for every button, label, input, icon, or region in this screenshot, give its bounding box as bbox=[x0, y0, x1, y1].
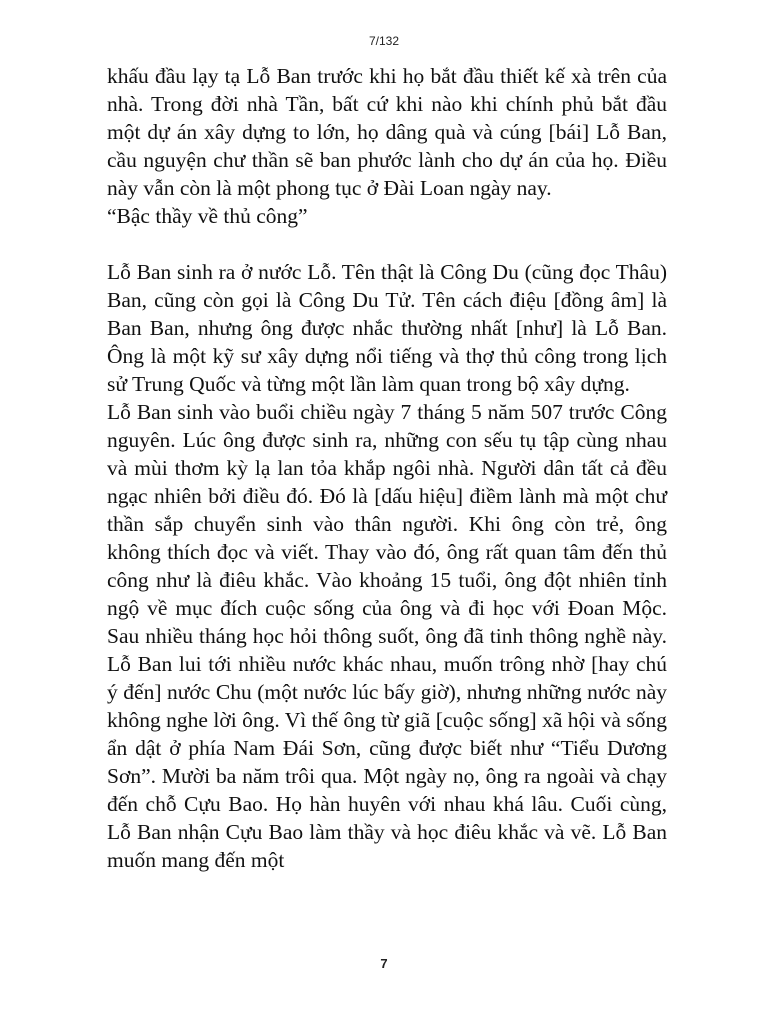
paragraph-3: Lỗ Ban sinh vào buổi chiều ngày 7 tháng 5 năm 507 trước Công nguyên. Lúc ông được sinh ra, những con sếu tụ tập cùng nhau và mùi thơm kỳ lạ lan tỏa khắp ngôi nhà. Người dân tất cả đều ngạc nhiên bởi điều đó. Đó là [dấu hiệu] điềm lành mà một chư thần sắp chuyển sinh vào thân người. Khi ông còn trẻ, ông không thích đọc và viết. Thay vào đó, ông rất quan tâm đến thủ công như là điêu khắc. Vào khoảng 15 tuổi, ông đột nhiên tỉnh ngộ về mục đích cuộc sống của ông và đi học với Đoan Mộc. Sau nhiều tháng học hỏi thông suốt, ông đã tinh thông nghề này. Lỗ Ban lui tới nhiều nước khác nhau, muốn trông nhờ [hay chú ý đến] nước Chu (một nước lúc bấy giờ), nhưng những nước này không nghe lời ông. Vì thế ông từ giã [cuộc sống] xã hội và sống ẩn dật ở phía Nam Đái Sơn, cũng được biết như “Tiểu Dương Sơn”. Mười ba năm trôi qua. Một ngày nọ, ông ra ngoài và chạy đến chỗ Cựu Bao. Họ hàn huyên với nhau khá lâu. Cuối cùng, Lỗ Ban nhận Cựu Bao làm thầy và học điêu khắc và vẽ. Lỗ Ban muốn mang đến một bbox=[107, 400, 667, 872]
document-body bbox=[107, 62, 667, 874]
section-heading: “Bậc thầy về thủ công” bbox=[107, 204, 308, 228]
page-indicator: 7/132 bbox=[368, 34, 400, 48]
paragraph-1: khấu đầu lạy tạ Lỗ Ban trước khi họ bắt đầu thiết kế xà trên của nhà. Trong đời nhà Tần, bất cứ khi nào khi chính phủ bắt đầu một dự án xây dựng to lớn, họ dâng quà và cúng [bái] Lỗ Ban, cầu nguyện chư thần sẽ ban phước lành cho dự án của họ. Điều này vẫn còn là một phong tục ở Đài Loan ngày nay. bbox=[107, 64, 667, 200]
page-number: 7 bbox=[380, 956, 388, 971]
blank-line bbox=[107, 230, 667, 258]
paragraph-2: Lỗ Ban sinh ra ở nước Lỗ. Tên thật là Công Du (cũng đọc Thâu) Ban, cũng còn gọi là Công Du Tử. Tên cách điệu [đồng âm] là Ban Ban, nhưng ông được nhắc thường nhất [như] là Lỗ Ban. Ông là một kỹ sư xây dựng nổi tiếng và thợ thủ công trong lịch sử Trung Quốc và từng một lần làm quan trong bộ xây dựng. bbox=[107, 260, 667, 396]
